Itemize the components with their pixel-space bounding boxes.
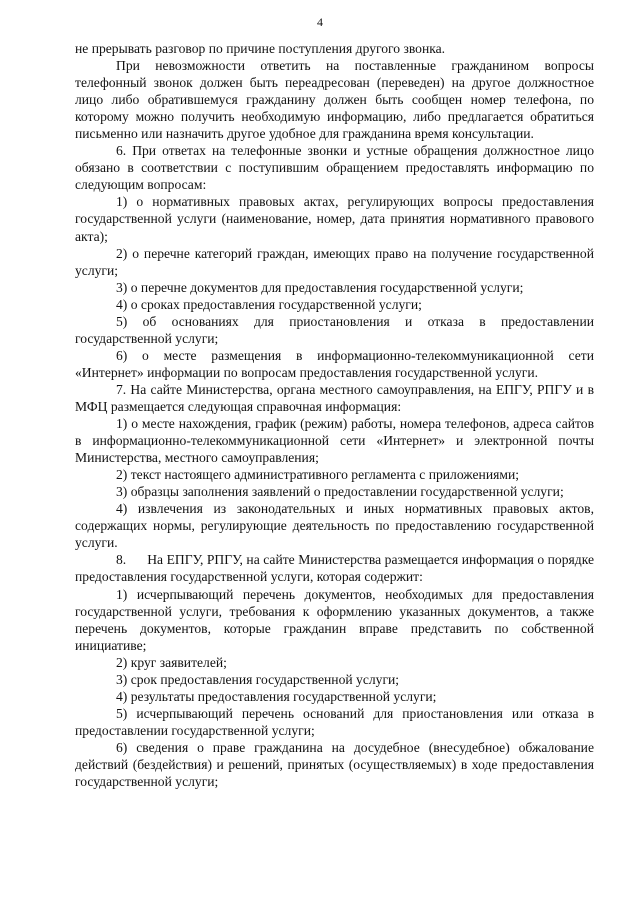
paragraph-continuation: не прерывать разговор по причине поступления другого звонка. <box>75 41 446 56</box>
list-item: 2) круг заявителей; <box>116 654 227 670</box>
document-body <box>75 40 598 790</box>
list-item: 2) текст настоящего административного регламента с приложениями; <box>116 467 519 483</box>
list-item: 1) исчерпывающий перечень документов, необходимых для предоставления государственной услуги, требования к оформлению указанных документов, а также перечень документов, которые гражданин вправе представить по собственной инициативе; <box>75 586 594 653</box>
list-item: 1) о месте нахождения, график (режим) работы, номера телефонов, адреса сайтов в информационно-телекоммуникационной сети «Интернет» и электронной почты Министерства, местного самоуправления; <box>75 416 594 466</box>
list-item: 3) срок предоставления государственной услуги; <box>116 671 400 687</box>
list-item: 1) о нормативных правовых актах, регулирующих вопросы предоставления государственной услуги (наименование, номер, дата принятия нормативного правового акта); <box>75 194 594 244</box>
list-item: 4) извлечения из законодательных и иных нормативных правовых актов, содержащих нормы, регулирующие деятельность по предоставлению государственной услуги. <box>75 501 594 551</box>
list-item: 4) о сроках предоставления государственной услуги; <box>116 296 422 312</box>
paragraph: При невозможности ответить на поставленные гражданином вопросы телефонный звонок должен быть переадресован (переведен) на другое должностное лицо либо обратившемуся гражданину должен быть сообщен номер телефона, по которому можно получить необходимую информацию, либо предлагается обратиться письменно или назначить другое удобное для гражданина время консультации. <box>75 58 594 142</box>
list-item: 4) результаты предоставления государственной услуги; <box>116 688 437 704</box>
list-item: 2) о перечне категорий граждан, имеющих право на получение государственной услуги; <box>75 245 594 278</box>
paragraph-item-8: 8. На ЕПГУ, РПГУ, на сайте Министерства размещается информация о порядке предоставления государственной услуги, которая содержит: <box>75 552 598 585</box>
list-item: 6) о месте размещения в информационно-телекоммуникационной сети «Интернет» информации по вопросам предоставления государственной услуги. <box>75 347 594 380</box>
list-item: 6) сведения о праве гражданина на досудебное (внесудебное) обжалование действий (бездействия) и решений, принятых (осуществляемых) в ходе предоставления государственной услуги; <box>75 739 594 790</box>
paragraph-item-7: 7. На сайте Министерства, органа местного самоуправления, на ЕПГУ, РПГУ и в МФЦ размещается следующая справочная информация: <box>75 381 594 414</box>
list-item: 3) образцы заполнения заявлений о предоставлении государственной услуги; <box>116 484 564 500</box>
page-number: 4 <box>317 15 323 29</box>
list-item: 5) исчерпывающий перечень оснований для приостановления или отказа в предоставлении государственной услуги; <box>75 705 594 738</box>
paragraph-item-6: 6. При ответах на телефонные звонки и устные обращения должностное лицо обязано в соответствии с поступившим обращением предоставлять информацию по следующим вопросам: <box>75 143 594 193</box>
list-item: 3) о перечне документов для предоставления государственной услуги; <box>116 279 524 295</box>
list-item: 5) об основаниях для приостановления и отказа в предоставлении государственной услуги; <box>75 313 594 346</box>
